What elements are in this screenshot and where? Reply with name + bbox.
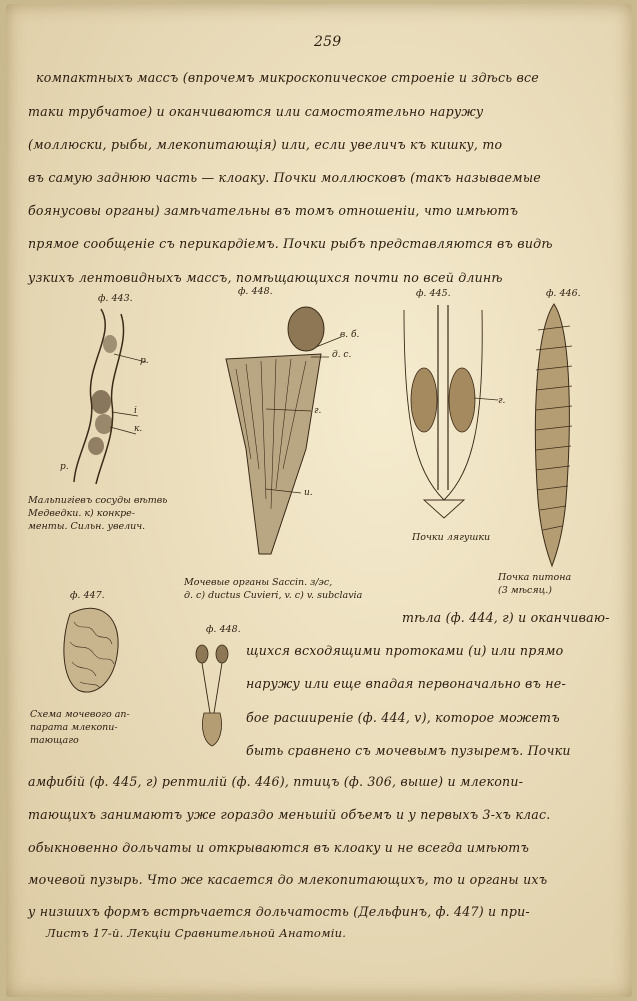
figure-445-drawing — [394, 300, 504, 525]
figure-443-mark: i — [134, 406, 137, 416]
figure-443-mark: р. — [60, 462, 69, 472]
figure-447-label: ф. 447. — [70, 590, 105, 601]
manuscript-page — [6, 4, 632, 997]
text-line: въ самую заднюю часть — клоаку. Почки моллюсковъ (такъ называемые — [28, 170, 541, 185]
figure-447-caption: Схема мочевого ап- парата млекопи- тающаго — [30, 709, 130, 746]
page-number: 259 — [314, 34, 342, 50]
wrap-line: бое расширеніе (ф. 444, v), которое можетъ — [246, 710, 560, 725]
figure-443-mark: к. — [134, 424, 143, 434]
sheet-footer: Листъ 17-й. Лекціи Сравнительной Анатоміи. — [46, 926, 347, 940]
wrap-line: тѣла (ф. 444, г) и оканчиваю- — [402, 610, 610, 625]
text-line: компактныхъ массъ (впрочемъ микроскопическое строеніе и здѣсь все — [36, 70, 539, 85]
text-line: узкихъ лентовидныхъ массъ, помѣщающихся почти по всей длинѣ — [28, 270, 503, 285]
figure-446-label: ф. 446. — [546, 288, 581, 299]
figure-448-caption: Мочевые органы Saccin. з/эс, д. с) ductus Cuvieri, v. c) v. subclavia — [184, 577, 363, 601]
text-line: мочевой пузырь. Что же касается до млекопитающихъ, то и органы ихъ — [28, 872, 548, 887]
figure-448-drawing — [211, 299, 361, 569]
text-line: у низшихъ формъ встрѣчается дольчатость (Дельфинъ, ф. 447) и при- — [28, 904, 530, 919]
figure-445-mark: г. — [498, 396, 506, 406]
figure-448b-drawing — [190, 638, 236, 753]
text-line: (моллюски, рыбы, млекопитающія) или, если увеличъ къ кишку, то — [28, 137, 503, 152]
figure-448b-label: ф. 448. — [206, 624, 241, 635]
figure-446-drawing — [526, 300, 582, 570]
text-line: прямое сообщеніе съ перикардіемъ. Почки рыбъ представляются въ видѣ — [28, 236, 553, 251]
figure-448-mark: в. б. — [340, 330, 360, 340]
figure-445-caption: Почки лягушки — [412, 532, 491, 543]
figure-443-caption: Мальпигіевъ сосуды вѣтвь Медведки. к) конкре- менты. Сильн. увелич. — [28, 495, 168, 532]
text-line: обыкновенно дольчаты и открываются въ клоаку и не всегда имѣютъ — [28, 840, 530, 855]
text-line: тающихъ занимаютъ уже гораздо меньшій объемъ и у первыхъ 3-хъ клас. — [28, 807, 551, 822]
figure-443-label: ф. 443. — [98, 293, 133, 304]
text-line: амфибій (ф. 445, г) рептилій (ф. 446), птицъ (ф. 306, выше) и млекопи- — [28, 774, 524, 789]
figure-446-caption: Почка питона (3 мѣсяц.) — [498, 572, 572, 596]
figure-448-mark: г. — [314, 406, 322, 416]
figure-448-mark: д. с. — [332, 350, 352, 360]
wrap-line: щихся всходящими протоками (и) или прямо — [246, 643, 564, 658]
text-line: таки трубчатое) и оканчиваются или самостоятельно наружу — [28, 104, 484, 119]
figure-443-mark: р. — [140, 356, 149, 366]
figure-445-label: ф. 445. — [416, 288, 451, 299]
figure-448-label: ф. 448. — [238, 286, 273, 297]
figure-447-drawing — [60, 602, 130, 702]
text-line: боянусовы органы) замѣчательны въ томъ отношеніи, что имѣютъ — [28, 203, 519, 218]
figure-448-mark: и. — [304, 488, 313, 498]
wrap-line: наружу или еще впадая первоначально въ не- — [246, 676, 566, 691]
wrap-line: быть сравнено съ мочевымъ пузыремъ. Почки — [246, 743, 571, 758]
